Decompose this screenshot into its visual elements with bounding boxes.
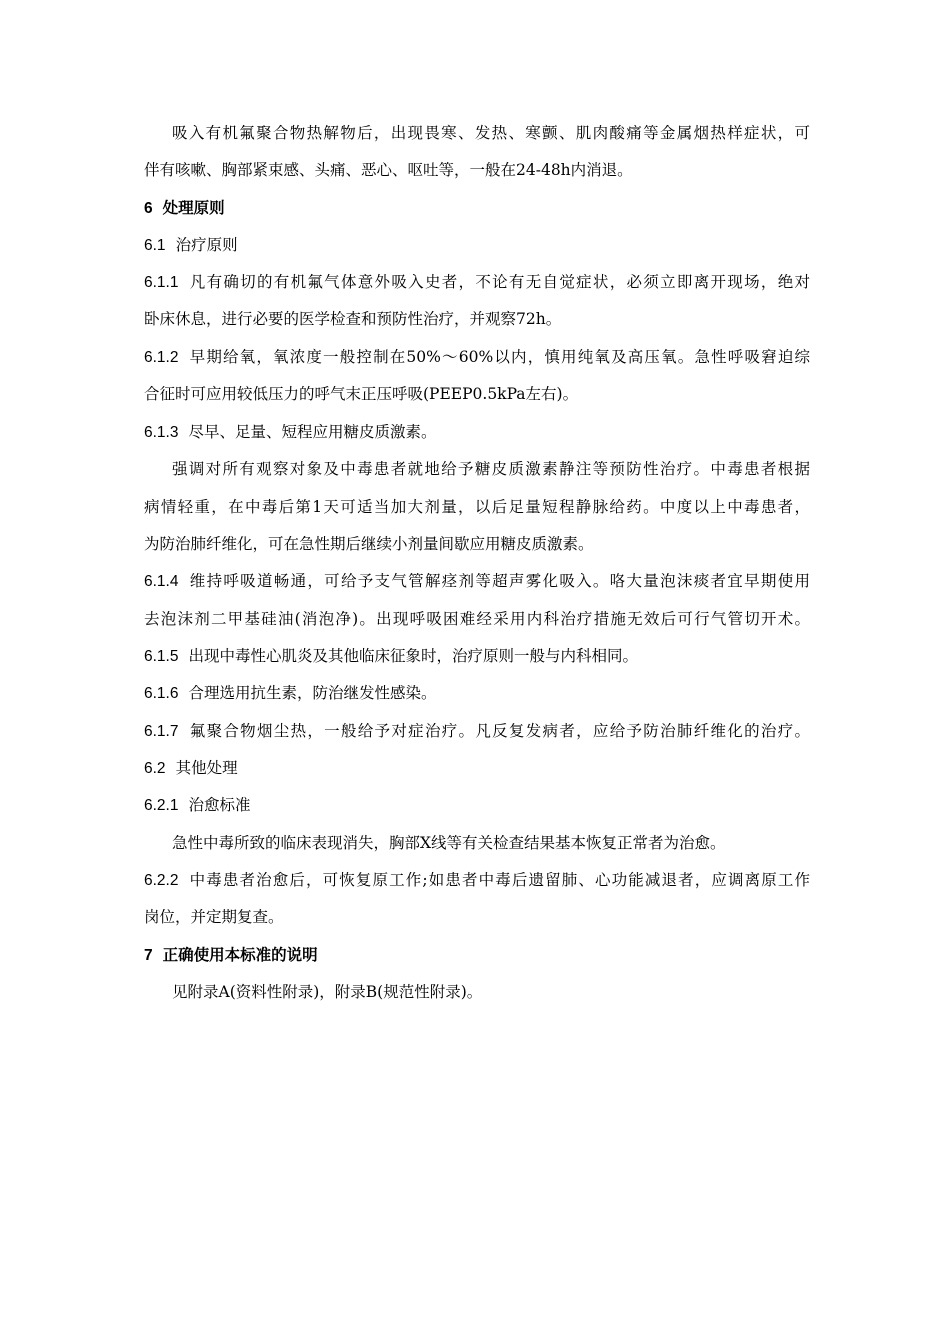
clause-text: 氟聚合物烟尘热，一般给予对症治疗。凡反复发病者，应给予防治肺纤维化的治疗。 — [188, 722, 810, 740]
clause-text: 尽早、足量、短程应用糖皮质激素。 — [188, 423, 437, 441]
clause-number: 6.1.3 — [144, 424, 179, 441]
intro-paragraph-line: 伴有咳嗽、胸部紧束感、头痛、恶心、呕吐等，一般在24-48h内消退。 — [144, 161, 633, 179]
clause-6-1-4-line: 去泡沫剂二甲基硅油(消泡净)。出现呼吸困难经采用内科治疗措施无效后可行气管切开术。 — [144, 610, 810, 628]
clause-text: 中毒患者治愈后，可恢复原工作;如患者中毒后遗留肺、心功能减退者，应调离原工作 — [188, 871, 810, 889]
clause-6-2-1-paragraph: 急性中毒所致的临床表现消失，胸部X线等有关检查结果基本恢复正常者为治愈。 — [172, 834, 726, 852]
clause-number: 6.2.1 — [144, 797, 179, 814]
section-number: 6.1 — [144, 237, 166, 254]
clause-number: 6.1.2 — [144, 349, 179, 366]
clause-6-1-4-line — [144, 570, 810, 593]
clause-text: 早期给氧，氧浓度一般控制在50%～60%以内，慎用纯氧及高压氧。急性呼吸窘迫综 — [188, 348, 810, 366]
section-7-paragraph: 见附录A(资料性附录)，附录B(规范性附录)。 — [172, 983, 483, 1001]
clause-6-1-5-line — [144, 645, 810, 668]
clause-6-1-3-paragraph-line: 病情轻重，在中毒后第1天可适当加大剂量，以后足量短程静脉给药。中度以上中毒患者， — [144, 498, 810, 516]
section-title: 处理原则 — [162, 199, 225, 217]
clause-6-1-1-line — [144, 271, 810, 294]
clause-6-2-1-heading — [144, 794, 810, 817]
section-6-1-heading — [144, 234, 810, 257]
clause-6-2-2-line — [144, 869, 810, 892]
clause-6-1-3-line — [144, 421, 810, 444]
clause-6-1-6-line — [144, 682, 810, 705]
section-6-heading — [144, 197, 810, 220]
clause-text: 合理选用抗生素，防治继发性感染。 — [188, 684, 437, 702]
clause-text: 出现中毒性心肌炎及其他临床征象时，治疗原则一般与内科相同。 — [188, 647, 638, 665]
section-7-heading — [144, 944, 810, 967]
section-6-2-heading — [144, 757, 810, 780]
section-title: 治疗原则 — [175, 236, 238, 254]
clause-text: 维持呼吸道畅通，可给予支气管解痉剂等超声雾化吸入。咯大量泡沫痰者宜早期使用 — [188, 572, 810, 590]
clause-number: 6.1.7 — [144, 723, 179, 740]
clause-number: 6.1.5 — [144, 648, 179, 665]
clause-number: 6.1.1 — [144, 274, 179, 291]
section-title: 正确使用本标准的说明 — [162, 946, 318, 964]
clause-6-1-7-line — [144, 720, 810, 743]
intro-paragraph-line: 吸入有机氟聚合物热解物后，出现畏寒、发热、寒颤、肌肉酸痛等金属烟热样症状，可 — [172, 124, 810, 142]
clause-number: 6.2.2 — [144, 872, 179, 889]
section-number: 7 — [144, 947, 153, 964]
section-title: 其他处理 — [175, 759, 238, 777]
clause-number: 6.1.4 — [144, 573, 179, 590]
clause-6-1-3-paragraph-line: 强调对所有观察对象及中毒患者就地给予糖皮质激素静注等预防性治疗。中毒患者根据 — [172, 460, 810, 478]
clause-6-1-2-line: 合征时可应用较低压力的呼气末正压呼吸(PEEP0.5kPa左右)。 — [144, 385, 579, 403]
clause-number: 6.1.6 — [144, 685, 179, 702]
clause-text: 凡有确切的有机氟气体意外吸入史者，不论有无自觉症状，必须立即离开现场，绝对 — [188, 273, 810, 291]
clause-6-1-3-paragraph-line: 为防治肺纤维化，可在急性期后继续小剂量间歇应用糖皮质激素。 — [144, 535, 594, 553]
section-number: 6 — [144, 200, 153, 217]
clause-6-1-1-line: 卧床休息，进行必要的医学检查和预防性治疗，并观察72h。 — [144, 310, 562, 328]
section-number: 6.2 — [144, 760, 166, 777]
clause-title: 治愈标准 — [188, 796, 251, 814]
clause-6-2-2-line: 岗位，并定期复查。 — [144, 908, 284, 926]
clause-6-1-2-line — [144, 346, 810, 369]
